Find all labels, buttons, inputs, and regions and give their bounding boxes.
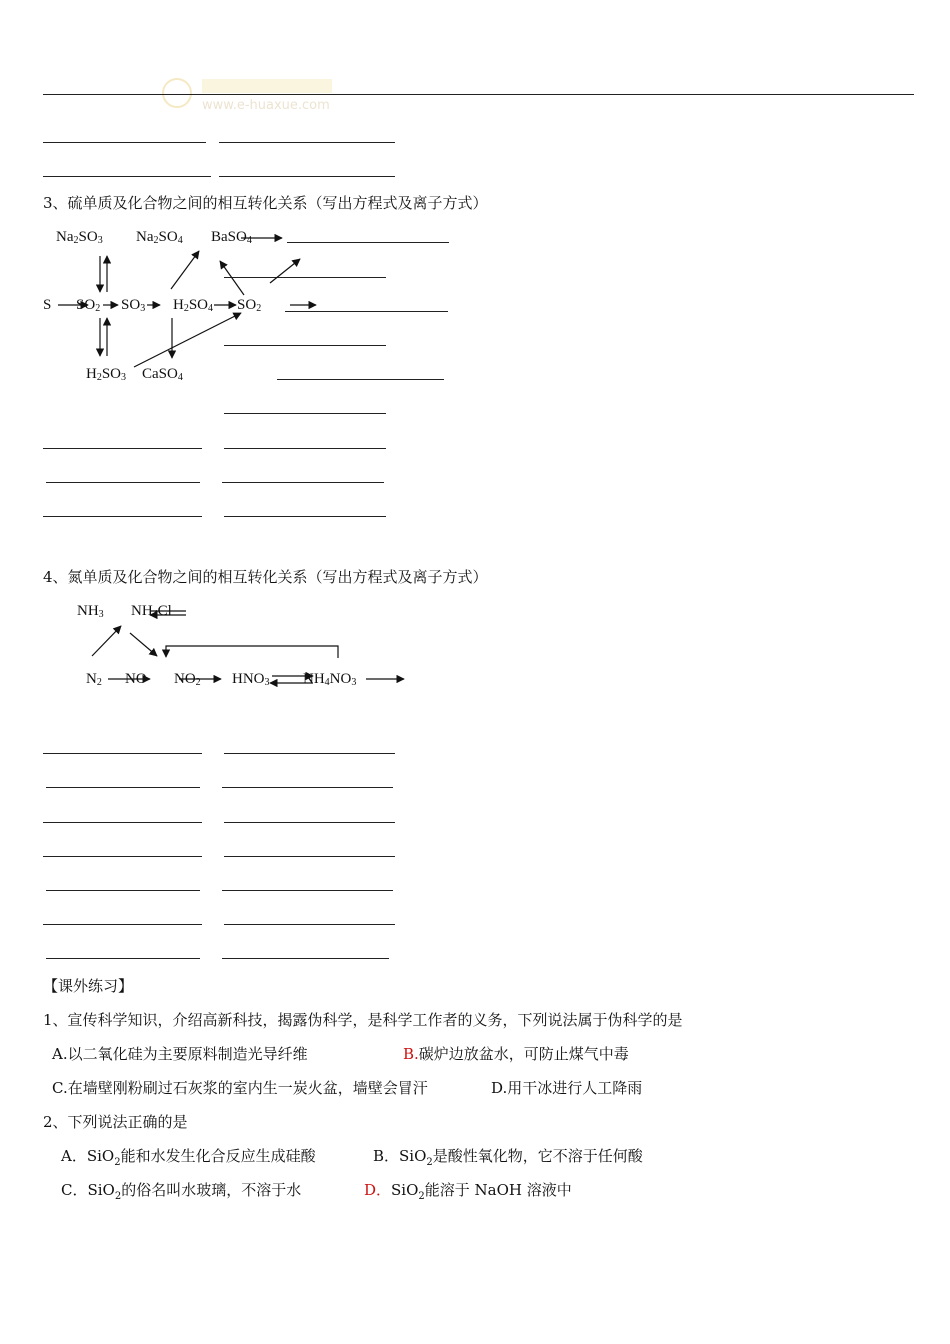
arrow bbox=[134, 313, 241, 367]
q1-option-b[interactable]: B.碳炉边放盆水，可防止煤气中毒 bbox=[403, 1045, 629, 1063]
q2-option-a[interactable]: A．SiO$_2$能和水发生化合反应生成硅酸 bbox=[61, 1147, 316, 1168]
arrow bbox=[92, 626, 121, 656]
formula-no2: $NO_2$ bbox=[174, 671, 201, 688]
formula-no: NO bbox=[125, 671, 147, 687]
q2-stem: 2、下列说法正确的是 bbox=[43, 1113, 188, 1131]
formula-nh4no3: $NH_4NO_3$ bbox=[303, 671, 357, 688]
formula-na2so4: $Na_2SO_4$ bbox=[136, 229, 183, 246]
formula-hno3: $HNO_3$ bbox=[232, 671, 270, 688]
q2-option-d[interactable]: D．SiO$_2$能溶于 NaOH 溶液中 bbox=[364, 1181, 572, 1202]
arrow bbox=[171, 251, 199, 289]
formula-so2-left: $SO_2$ bbox=[76, 297, 101, 314]
formula-n2: $N_2$ bbox=[86, 671, 102, 688]
formula-so3: $SO_3$ bbox=[121, 297, 146, 314]
arrow bbox=[166, 646, 338, 658]
q2-option-c[interactable]: C．SiO$_2$的俗名叫水玻璃，不溶于水 bbox=[61, 1181, 302, 1202]
q2-option-b[interactable]: B．SiO$_2$是酸性氧化物，它不溶于任何酸 bbox=[373, 1147, 643, 1168]
arrow bbox=[130, 633, 157, 656]
section4-heading: 4、氮单质及化合物之间的相互转化关系（写出方程式及离子方式） bbox=[43, 568, 488, 586]
section3-heading: 3、硫单质及化合物之间的相互转化关系（写出方程式及离子方式） bbox=[43, 194, 488, 212]
formula-h2so3: $H_2SO_3$ bbox=[86, 366, 127, 383]
arrow bbox=[220, 261, 244, 295]
formula-na2so3: $Na_2SO_3$ bbox=[56, 229, 103, 246]
arrow bbox=[270, 259, 300, 283]
q1-option-a[interactable]: A.以二氧化硅为主要原料制造光导纤维 bbox=[52, 1045, 308, 1063]
formula-so2-right: $SO_2$ bbox=[237, 297, 262, 314]
q1-option-c[interactable]: C.在墙壁刚粉刷过石灰浆的室内生一炭火盆，墙壁会冒汗 bbox=[52, 1079, 428, 1097]
formula-nh3: $NH_3$ bbox=[77, 603, 104, 620]
formula-s: S bbox=[43, 297, 52, 313]
q1-option-d[interactable]: D.用干冰进行人工降雨 bbox=[491, 1079, 643, 1097]
formula-nh4cl: $NH_4Cl$ bbox=[131, 603, 172, 620]
watermark-site: www.e-huaxue.com bbox=[202, 98, 330, 113]
formula-caso4: CaSO$_4$ bbox=[142, 366, 183, 383]
formula-baso4: BaSO$_4$ bbox=[211, 229, 252, 246]
formula-h2so4: $H_2SO_4$ bbox=[173, 297, 214, 314]
exercises-heading: 【课外练习】 bbox=[43, 977, 134, 995]
q1-stem: 1、宣传科学知识，介绍高新科技，揭露伪科学，是科学工作者的义务，下列说法属于伪科学的是 bbox=[43, 1011, 683, 1029]
